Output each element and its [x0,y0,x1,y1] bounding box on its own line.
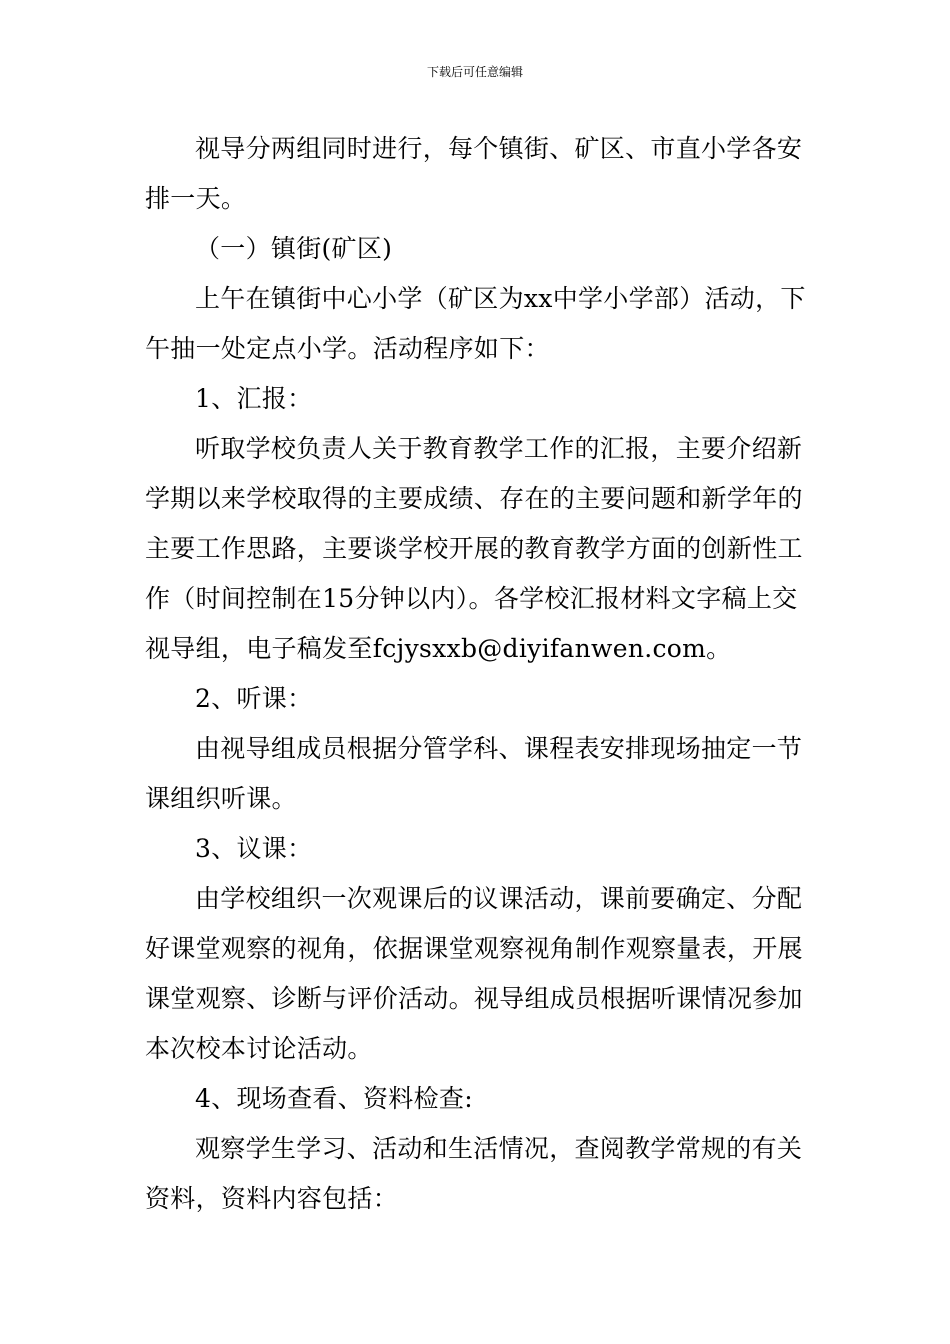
paragraph-lecture: 由视导组成员根据分管学科、课程表安排现场抽定一节课组织听课。 [145,734,803,813]
paragraph-report: 听取学校负责人关于教育教学工作的汇报，主要介绍新学期以来学校取得的主要成绩、存在的主要问题和新学年的主要工作思路，主要谈学校开展的教育教学方面的创新性工作（时间控制在15分钟以内）。各学校汇报材料文字稿上交视导组，电子稿发至fcjysxxb@diyifanwen.com。 [145,434,803,663]
paragraph-discussion: 由学校组织一次观课后的议课活动，课前要确定、分配好课堂观察的视角，依据课堂观察视角制作观察量表，开展课堂观察、诊断与评价活动。视导组成员根据听课情况参加本次校本讨论活动。 [145,884,803,1063]
paragraph-inspection: 观察学生学习、活动和生活情况，查阅教学常规的有关资料，资料内容包括： [145,1134,803,1213]
paragraph-schedule: 视导分两组同时进行，每个镇街、矿区、市直小学各安排一天。 [145,134,803,213]
section-heading-town: （一）镇街(矿区) [195,234,393,263]
item-heading-inspection: 4、现场查看、资料检查: [195,1084,473,1113]
paragraph-morning-activity: 上午在镇街中心小学（矿区为xx中学小学部）活动，下午抽一处定点小学。活动程序如下： [145,284,806,363]
item-heading-report: 1、汇报： [195,384,313,413]
item-heading-lecture: 2、听课： [195,684,313,713]
document-body [145,124,810,1224]
page-header: 下载后可任意编辑 [426,65,523,79]
item-heading-discussion: 3、议课： [195,834,313,863]
